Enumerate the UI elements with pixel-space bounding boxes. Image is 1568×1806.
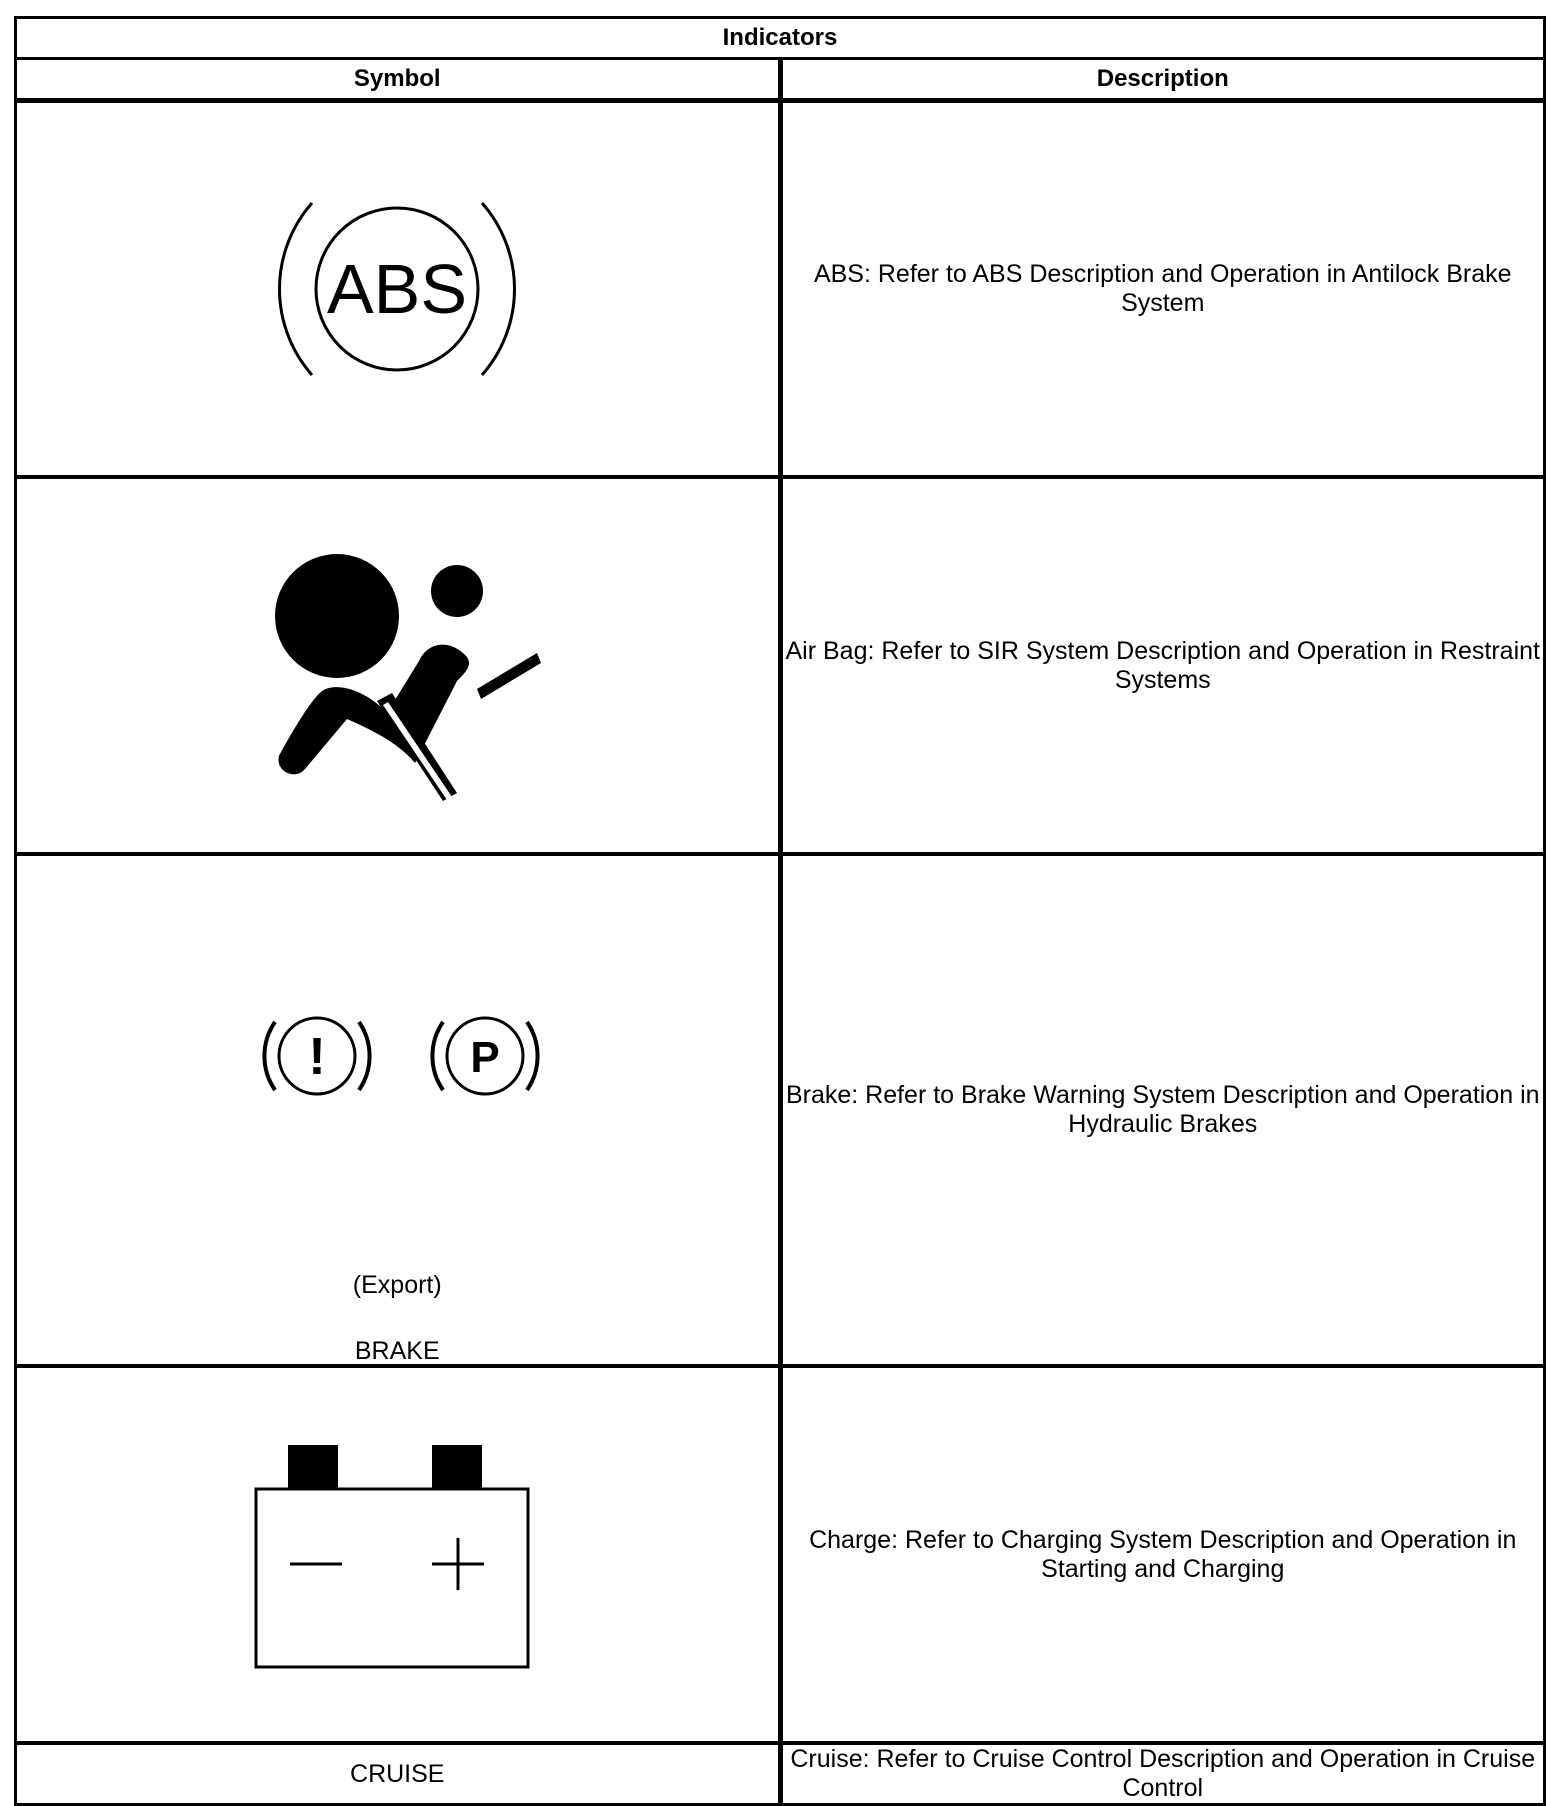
table-title: Indicators xyxy=(16,18,1545,59)
description-cell-brake: Brake: Refer to Brake Warning System Description and Operation in Hydraulic Brakes xyxy=(780,854,1545,1366)
battery-icon xyxy=(252,1435,542,1675)
symbol-cell-cruise: CRUISE xyxy=(16,1743,781,1805)
table-row-air-bag xyxy=(16,477,1545,854)
table-row-brake xyxy=(16,854,1545,1366)
description-cell-cruise: Cruise: Refer to Cruise Control Description and Operation in Cruise Control xyxy=(780,1743,1545,1805)
abs-icon-text: ABS xyxy=(327,250,468,328)
abs-warning-icon xyxy=(272,189,522,389)
air-bag-icon xyxy=(247,531,547,801)
table-title-row xyxy=(16,18,1545,59)
table-header-row xyxy=(16,59,1545,101)
brake-exclamation-text: ! xyxy=(308,1028,326,1086)
table-row-charge xyxy=(16,1366,1545,1743)
symbol-cell-brake xyxy=(16,854,781,1366)
description-cell-abs: ABS: Refer to ABS Description and Operation in Antilock Brake System xyxy=(780,101,1545,478)
table-row-cruise xyxy=(16,1743,1545,1805)
symbol-cell-abs xyxy=(16,101,781,478)
brake-export-label: (Export) xyxy=(352,1271,442,1299)
symbol-cell-charge xyxy=(16,1366,781,1743)
indicators-table-wrapper xyxy=(14,16,1546,1806)
brake-text-label: BRAKE xyxy=(354,1337,440,1365)
description-cell-air-bag: Air Bag: Refer to SIR System Description and Operation in Restraint Systems xyxy=(780,477,1545,854)
brake-symbol-group xyxy=(17,856,778,1364)
description-column-header: Description xyxy=(780,59,1545,101)
indicators-table xyxy=(14,16,1546,1806)
brake-warning-icon xyxy=(247,1006,547,1106)
table-row-abs xyxy=(16,101,1545,478)
brake-parking-text: P xyxy=(470,1033,500,1082)
symbol-column-header: Symbol xyxy=(16,59,781,101)
brake-icons xyxy=(17,1006,778,1111)
description-cell-charge: Charge: Refer to Charging System Description and Operation in Starting and Charging xyxy=(780,1366,1545,1743)
symbol-cell-air-bag xyxy=(16,477,781,854)
